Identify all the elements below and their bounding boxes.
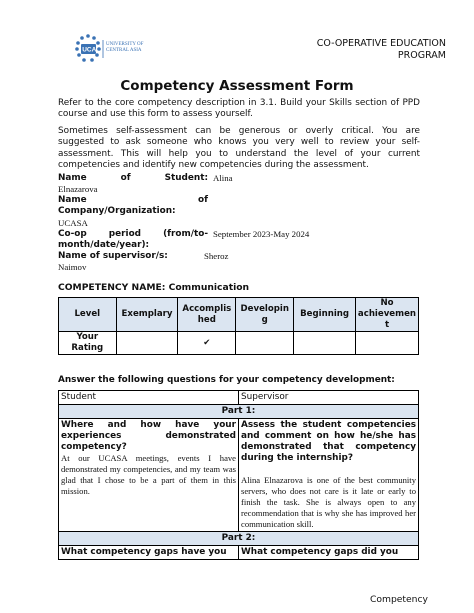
- rating-header-row: [59, 298, 419, 332]
- label-word: period: [108, 229, 142, 239]
- part-1-row: [59, 405, 419, 419]
- company-label: [58, 195, 208, 229]
- header-cell: Level: [59, 298, 117, 332]
- supervisor-cell-1: [239, 419, 419, 532]
- col-supervisor: Supervisor: [239, 391, 419, 405]
- program-line-1: CO-OPERATIVE EDUCATION: [316, 38, 446, 49]
- supervisor-value-2: Naimov: [58, 262, 87, 273]
- supervisor-answer-1[interactable]: Alina Elnazarova is one of the best community servers, who does not care is it late or early to finish the task. She is always open to any recommendation that is why she has improved her communication skill.: [241, 475, 416, 529]
- questions-table: [58, 390, 419, 560]
- supervisor-question-2: What competency gaps did you: [239, 546, 419, 560]
- answer-instructions: Answer the following questions for your competency development:: [58, 375, 395, 385]
- part-2-row: [59, 532, 419, 546]
- student-name-value-2: Elnazarova: [58, 184, 98, 195]
- student-question-2: What competency gaps have you: [59, 546, 239, 560]
- label-word: of: [120, 173, 131, 183]
- supervisor-question-1: Assess the student competencies and comment on how he/she has demonstrated that competency during the internship?: [241, 420, 416, 463]
- university-name: UNIVERSITY OF CENTRAL ASIA: [106, 42, 144, 53]
- label-word: Name: [58, 173, 87, 183]
- supervisor-value: Sheroz: [204, 251, 229, 261]
- label-word: Company/Organization:: [58, 206, 176, 217]
- header-cell: No achievemen t: [355, 298, 418, 332]
- company-value: UCASA: [58, 217, 88, 228]
- student-question-1: Where and how have your experiences demonstrated competency?: [61, 420, 236, 452]
- footer-text: Competency: [369, 594, 428, 605]
- student-name-value: Alina: [213, 173, 233, 183]
- label-word: month/date/year):: [58, 240, 150, 251]
- col-student: Student: [59, 391, 239, 405]
- rating-cell-beginning[interactable]: [294, 332, 356, 355]
- page-title: Competency Assessment Form: [120, 78, 354, 94]
- competency-name: COMPETENCY NAME: Communication: [58, 282, 250, 293]
- header-cell: Beginning: [294, 298, 356, 332]
- label-word: Name of supervisor/s:: [58, 251, 168, 261]
- part-1-heading: Part 1:: [59, 405, 419, 419]
- header-cell: Accomplis hed: [178, 298, 236, 332]
- label-word: Co-op: [58, 229, 87, 239]
- rating-cell-developing[interactable]: [236, 332, 294, 355]
- rating-row: [59, 332, 419, 355]
- column-header-row: [59, 391, 419, 405]
- student-answer-1[interactable]: At our UCASA meetings, events I have demonstrated my competencies, and my team was glad that I chose to be a part of them in this mission.: [61, 453, 236, 496]
- intro-paragraph: Refer to the core competency description in 3.1. Build your Skills section of PPD course and use this form to assess yourself.: [58, 98, 420, 120]
- rating-cell-accomplished[interactable]: ✔: [178, 332, 236, 355]
- uca-logo: [68, 32, 152, 66]
- program-line-2: PROGRAM: [397, 50, 446, 61]
- coop-period-value: September 2023-May 2024: [213, 229, 310, 239]
- rating-cell-no-achievement[interactable]: [355, 332, 418, 355]
- label-word: Name: [58, 195, 87, 205]
- student-name-label: [58, 173, 208, 196]
- rating-row-label: Your Rating: [59, 332, 117, 355]
- rating-table: [58, 297, 419, 355]
- program-header: [316, 38, 446, 61]
- supervisor-label: [58, 251, 208, 274]
- student-cell-1: [59, 419, 239, 532]
- part-2-content-row: [59, 546, 419, 560]
- label-word: (from/to-: [163, 229, 208, 239]
- advice-paragraph: Sometimes self-assessment can be generous or overly critical. You are suggested to ask someone who knows you very well to review your self-assessment. This will help you to understand the level of your current competencies and identify new competencies during the assessment.: [58, 126, 420, 170]
- label-word: Student:: [164, 173, 208, 183]
- coop-period-label: [58, 229, 208, 252]
- rating-cell-exemplary[interactable]: [116, 332, 178, 355]
- header-cell: Developin g: [236, 298, 294, 332]
- logo-abbr: UCA: [82, 46, 97, 54]
- part-2-heading: Part 2:: [59, 532, 419, 546]
- part-1-content-row: [59, 419, 419, 532]
- header-cell: Exemplary: [116, 298, 178, 332]
- label-word: of: [198, 195, 208, 205]
